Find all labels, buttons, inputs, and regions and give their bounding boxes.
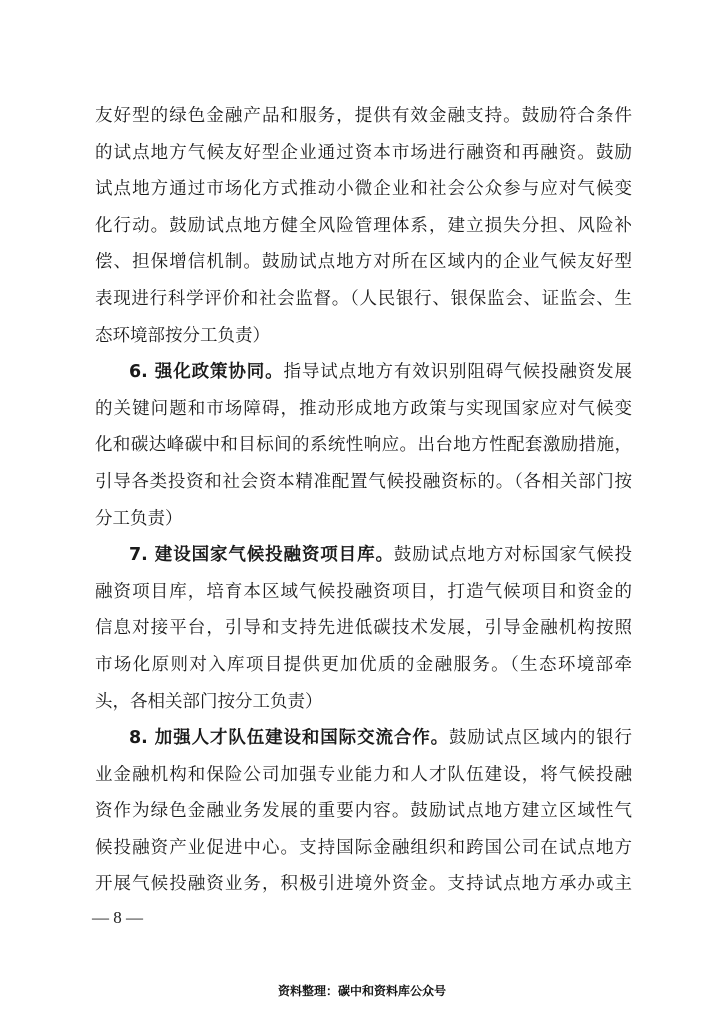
text-line: 试点地方通过市场化方式推动小微企业和社会公众参与应对气候变 bbox=[95, 179, 632, 200]
text-line: 态环境部按分工负责） bbox=[95, 325, 270, 346]
text-line: 分工负责） bbox=[95, 508, 183, 529]
text-line: 的试点地方气候友好型企业通过资本市场进行融资和再融资。鼓励 bbox=[95, 142, 632, 163]
text-line: 表现进行科学评价和社会监督。（人民银行、银保监会、证监会、生 bbox=[95, 288, 632, 309]
page-number: — 8 — bbox=[92, 908, 143, 927]
text-line: 引导各类投资和社会资本精准配置气候投融资标的。（各相关部门按 bbox=[95, 471, 632, 492]
text-line: 信息对接平台，引导和支持先进低碳技术发展，引导金融机构按照 bbox=[95, 618, 632, 639]
text-line: 友好型的绿色金融产品和服务，提供有效金融支持。鼓励符合条件 bbox=[95, 106, 632, 126]
footer-note: 资料整理：碳中和资料库公众号 bbox=[277, 984, 446, 998]
text-line: 的关键问题和市场障碍，推动形成地方政策与实现国家应对气候变 bbox=[95, 398, 632, 419]
text-line: 资作为绿色金融业务发展的重要内容。鼓励试点地方建立区域性气 bbox=[95, 801, 632, 822]
section-7-text: 鼓励试点地方对标国家气候投 bbox=[393, 545, 632, 566]
text-line: 头，各相关部门按分工负责） bbox=[95, 691, 323, 712]
text-line: 候投融资产业促进中心。支持国际金融组织和跨国公司在试点地方 bbox=[95, 837, 632, 858]
section-8-heading: 8. 加强人才队伍建设和国际交流合作。 bbox=[129, 728, 450, 749]
section-8-line bbox=[95, 720, 632, 757]
text-line: 化和碳达峰碳中和目标间的系统性响应。出台地方性配套激励措施， bbox=[95, 435, 632, 456]
text-line: 市场化原则对入库项目提供更加优质的金融服务。（生态环境部牵 bbox=[95, 654, 632, 675]
text-line: 化行动。鼓励试点地方健全风险管理体系，建立损失分担、风险补 bbox=[95, 215, 632, 236]
section-8-text: 鼓励试点区域内的银行 bbox=[449, 728, 633, 749]
section-6-text: 指导试点地方有效识别阻碍气候投融资发展 bbox=[283, 362, 633, 383]
text-line: 业金融机构和保险公司加强专业能力和人才队伍建设，将气候投融 bbox=[95, 764, 632, 785]
text-line: 偿、担保增信机制。鼓励试点地方对所在区域内的企业气候友好型 bbox=[95, 252, 632, 273]
section-7-heading: 7. 建设国家气候投融资项目库。 bbox=[129, 545, 394, 566]
text-line: 开展气候投融资业务，积极引进境外资金。支持试点地方承办或主 bbox=[95, 874, 632, 895]
section-7-line bbox=[95, 537, 632, 574]
document-body bbox=[95, 98, 632, 903]
section-6-line bbox=[95, 354, 632, 391]
section-6-heading: 6. 强化政策协同。 bbox=[129, 362, 284, 383]
text-line: 融资项目库，培育本区域气候投融资项目，打造气候项目和资金的 bbox=[95, 581, 632, 602]
